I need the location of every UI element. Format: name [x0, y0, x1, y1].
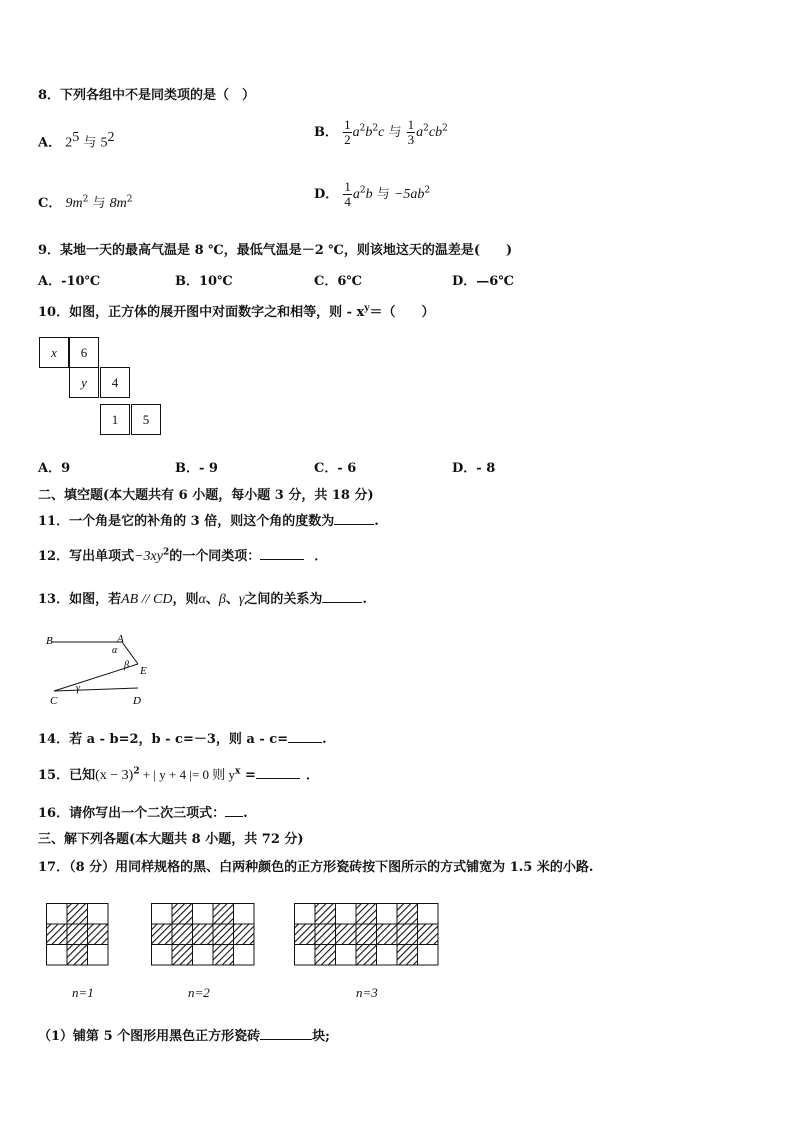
white-tile	[234, 945, 255, 966]
white-tile	[418, 904, 439, 925]
section-3-heading: 三、解下列各题(本大题共 8 小题，共 72 分)	[38, 832, 304, 847]
tile-pattern-figure	[46, 900, 446, 975]
black-tile	[47, 924, 68, 945]
q10-option-a: A．9	[38, 461, 71, 476]
q17-part1: （1）铺第 5 个图形用黑色正方形瓷砖 块;	[38, 1029, 330, 1044]
q10-option-d: D．- 8	[452, 461, 496, 476]
section-2-heading: 二、填空题(本大题共有 6 小题，每小题 3 分，共 18 分)	[38, 488, 374, 503]
q10-option-b: B．- 9	[175, 461, 218, 476]
tile-label-n2: n=2	[188, 985, 210, 1000]
black-tile	[356, 945, 377, 966]
black-tile	[377, 924, 398, 945]
black-tile	[213, 904, 234, 925]
q9-stem: 9．某地一天的最高气温是 8 ℃，最低气温是－2 ℃，则该地这天的温差是( )	[38, 243, 513, 258]
black-tile	[67, 904, 88, 925]
white-tile	[377, 904, 398, 925]
black-tile	[172, 924, 193, 945]
black-tile	[397, 945, 418, 966]
black-tile	[67, 945, 88, 966]
white-tile	[295, 945, 316, 966]
q11: 11．一个角是它的补角的 3 倍，则这个角的度数为 .	[38, 514, 379, 529]
q9-option-b: B．10℃	[175, 274, 233, 289]
white-tile	[336, 904, 357, 925]
net-cell: 5	[131, 404, 161, 435]
black-tile	[67, 924, 88, 945]
fraction: $\frac{1}{4}$	[344, 179, 351, 209]
black-tile	[172, 904, 193, 925]
point-A-label: A	[117, 633, 124, 645]
white-tile	[152, 945, 173, 966]
net-cell: x	[39, 337, 69, 368]
q8-option-a: A． $2^5$ 与 $5^2$	[38, 130, 115, 151]
q12: 12．写出单项式$-3xy^2$的一个同类项： ．	[38, 547, 328, 564]
white-tile	[88, 904, 109, 925]
black-tile	[315, 904, 336, 925]
q15: 15．已知$(x - 3)^2$ + | y + 4 |= 0 则 $y^x$ = ．	[38, 766, 319, 783]
angle-beta-label: β	[124, 660, 129, 671]
tile-figure-n2	[152, 904, 255, 966]
black-tile	[336, 924, 357, 945]
black-tile	[315, 945, 336, 966]
point-D-label: D	[133, 695, 141, 707]
q8-stem: 8．下列各组中不是同类项的是（ ）	[38, 88, 256, 103]
white-tile	[336, 945, 357, 966]
white-tile	[234, 904, 255, 925]
black-tile	[152, 924, 173, 945]
black-tile	[397, 924, 418, 945]
fraction: $\frac{1}{2}$	[344, 117, 351, 147]
white-tile	[295, 904, 316, 925]
tile-figure-n3	[295, 904, 439, 966]
black-tile	[418, 924, 439, 945]
fraction: $\frac{1}{3}$	[407, 117, 415, 147]
point-B-label: B	[46, 635, 53, 647]
net-cell: y	[69, 367, 99, 398]
q13: 13．如图，若AB // CD，则α、β、γ之间的关系为 .	[38, 592, 367, 607]
q8-option-d: D． $\frac{1}{4}$ $a^2b$ 与 $-5ab^2$	[314, 179, 431, 209]
black-tile	[356, 924, 377, 945]
q9-option-a: A．-10℃	[38, 274, 101, 289]
q9-option-c: C．6℃	[314, 274, 362, 289]
q10-stem: 10．如图，正方体的展开图中对面数字之和相等，则 - $x^y=$（ ）	[38, 303, 435, 320]
angle-alpha-label: α	[112, 645, 118, 656]
q17-stem: 17．（8 分）用同样规格的黑、白两种颜色的正方形瓷砖按下图所示的方式铺宽为 1.5 米的小路.	[38, 860, 594, 875]
white-tile	[377, 945, 398, 966]
net-cell: 1	[100, 404, 130, 435]
black-tile	[295, 924, 316, 945]
tile-label-n1: n=1	[72, 985, 94, 1000]
net-cell: 6	[69, 337, 99, 368]
q8-option-c: C． $9m^2$ 与 $8m^2$	[38, 194, 133, 211]
black-tile	[315, 924, 336, 945]
point-E-label: E	[140, 665, 147, 677]
q14: 14．若 a - b=2，b - c=－3，则 a - c= .	[38, 732, 327, 747]
black-tile	[213, 945, 234, 966]
net-cell: 4	[100, 367, 130, 398]
point-C-label: C	[50, 695, 58, 707]
black-tile	[193, 924, 214, 945]
white-tile	[47, 904, 68, 925]
tile-label-n3: n=3	[356, 985, 378, 1000]
white-tile	[193, 904, 214, 925]
white-tile	[47, 945, 68, 966]
black-tile	[213, 924, 234, 945]
q8-option-b: B． $\frac{1}{2}$ $a^2b^2c$ 与 $\frac{1}{3}$ $a^2cb^2$	[314, 117, 448, 147]
q9-option-d: D．—6℃	[452, 274, 514, 289]
white-tile	[418, 945, 439, 966]
parallel-lines-figure	[38, 628, 168, 710]
black-tile	[172, 945, 193, 966]
black-tile	[234, 924, 255, 945]
black-tile	[397, 904, 418, 925]
tile-figure-n1	[47, 904, 109, 966]
angle-gamma-label: γ	[76, 683, 80, 694]
black-tile	[88, 924, 109, 945]
white-tile	[88, 945, 109, 966]
white-tile	[193, 945, 214, 966]
q10-option-c: C．- 6	[314, 461, 357, 476]
black-tile	[356, 904, 377, 925]
white-tile	[152, 904, 173, 925]
q16: 16．请你写出一个二次三项式： .	[38, 806, 248, 821]
